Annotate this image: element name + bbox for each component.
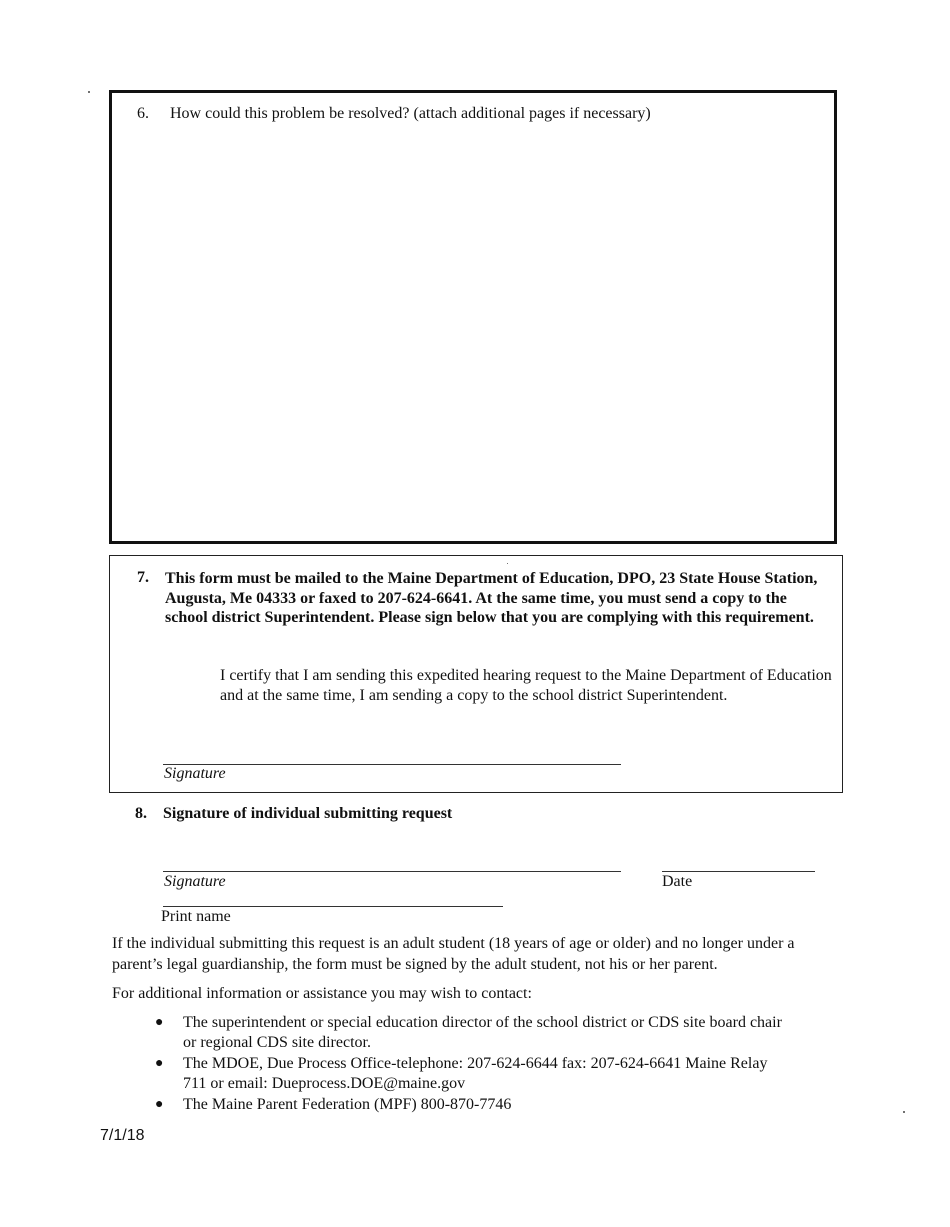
- question-6-text: How could this problem be resolved? (attach additional pages if necessary): [170, 105, 651, 122]
- adult-student-note: If the individual submitting this request is an adult student (18 years of age or older) and no longer under a parent’s legal guardianship, the form must be signed by the adult student, not his or her parent.: [112, 935, 795, 973]
- bullet-icon: ●: [155, 1015, 164, 1030]
- submitter-signature-label: Signature: [164, 873, 226, 890]
- question-6-number: 6.: [137, 105, 149, 122]
- bullet-icon: ●: [155, 1097, 164, 1112]
- list-item: [150, 1013, 790, 1053]
- contact-text: The superintendent or special education director of the school district or CDS site board chair or regional CDS site director.: [183, 1014, 782, 1051]
- mailing-instruction: This form must be mailed to the Maine Department of Education, DPO, 23 State House Station, Augusta, Me 04333 or faxed to 207-624-6641. At the same time, you must send a copy to the school district Superintendent. Please sign below that you are complying with this requirement.: [165, 570, 818, 626]
- date-label: Date: [662, 873, 693, 890]
- print-name-line[interactable]: [163, 906, 503, 907]
- contact-text: The Maine Parent Federation (MPF) 800-870-7746: [183, 1096, 512, 1113]
- list-item: [150, 1095, 790, 1115]
- resolution-answer-box[interactable]: [109, 90, 837, 544]
- certification-signature-label: Signature: [164, 765, 226, 782]
- bullet-icon: ●: [155, 1056, 164, 1071]
- date-line[interactable]: [662, 871, 815, 872]
- print-name-label: Print name: [161, 908, 231, 925]
- certification-statement: I certify that I am sending this expedited hearing request to the Maine Department of Education and at the same time, I am sending a copy to the school district Superintendent.: [220, 667, 832, 704]
- scan-speck: [507, 563, 508, 564]
- scan-speck: [903, 1111, 905, 1113]
- contact-intro: For additional information or assistance you may wish to contact:: [112, 985, 532, 1002]
- certification-signature-line[interactable]: [163, 764, 621, 765]
- contact-list: [150, 1013, 790, 1116]
- revision-date: 7/1/18: [100, 1127, 145, 1144]
- question-8-heading: Signature of individual submitting request: [163, 805, 453, 822]
- contact-text: The MDOE, Due Process Office-telephone: 207-624-6644 fax: 207-624-6641 Maine Relay 711 or email: Dueprocess.DOE@maine.gov: [183, 1055, 768, 1092]
- submitter-signature-line[interactable]: [163, 871, 621, 872]
- scan-speck: [88, 91, 90, 93]
- question-8-number: 8.: [135, 805, 147, 822]
- list-item: [150, 1054, 790, 1094]
- question-7-number: 7.: [137, 569, 149, 586]
